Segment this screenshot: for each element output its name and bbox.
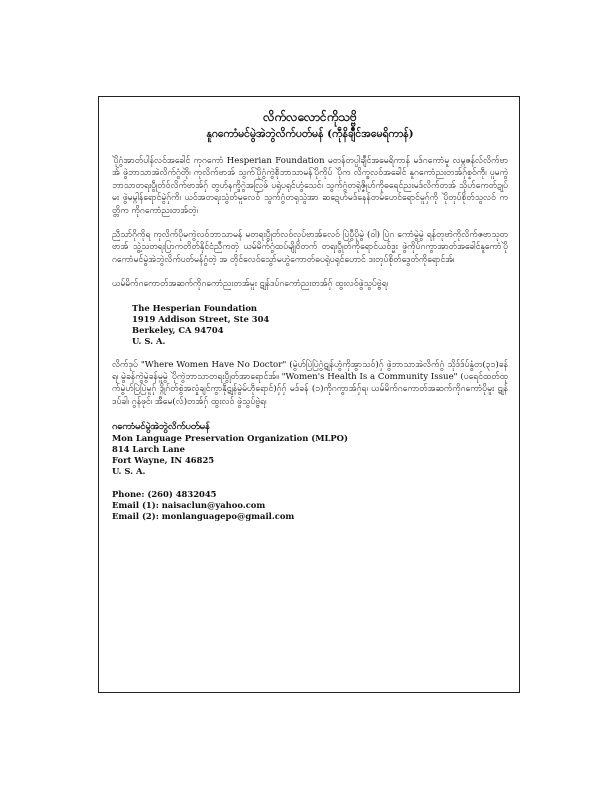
address-line: 1919 Addison Street, Ste 304: [132, 313, 270, 324]
paragraph-3: ယမ်မိက်ဂကောတ်အဆက်ကိုဂကောံညးတအ်မူး ဋုန်ဒပ်ဂကောံညးတအ်ဂှ် ထွးလဝ်ဖွဲသွပ်ဗ္ဗဲရ၊: [112, 279, 388, 290]
letter-subtitle: နူဂကောံမင်မွဲအဲဘွဲလိက်ပတ်မန် (ကဵုနိချဳင်အမေရိကာန်): [206, 128, 414, 140]
org-title: ဂကောံမင်မွဲအဲဘွဲလိက်ပတ်မန်: [112, 421, 210, 433]
paragraph-after-address: လိက်ဒုပ် "Where Women Have No Doctor" (မွဲဟ်ပြဲပြဲဂွံဋုန်ဟွံကိုအွာသဝ်)ဂှ် ဖွဲဘာသာအဲလိက်ဂွံ သိုဒ်ဒ်ပ်နွံတ(၃၁)ခန်ရ၊ မွဲခန်ကွဲမွဲခန်မူမွဲ ပိုဲကွဲဘာသာတရးပွဵုတ်အာရောင်အ်။ "Women's Health Is a Community Issue" (ပရေင်ထတ်ထုက်မွဲဟ်ပြဲပြဲမူဂှ် ဒ္ဂိုဂ်တ်စွဲအလှုံချင်ကွာနဵုဋုန်မွဲမ်ဟဵုရောင်)ဂှ်ဂှ် မဒ်ခန် (၁)ကိုဂကွာအ်ဂှ်ရ၊ ယမ်မိက်ဂကောတ်အဆက်ကိုဂကောံပိုမူး ဋုန်ဒပ်ခါ၊ ဂွန်ဖုင်၊ အီမေ(လ်)တအ်ဂှ် ထွးလဝ် ဖွဲသွပ်ဗ္ဗဲရ၊: [112, 359, 508, 407]
email-1-link[interactable]: Email (1): naisaclun@yahoo.com: [112, 500, 266, 511]
address-line: The Hesperian Foundation: [132, 302, 257, 313]
address-line: U. S. A.: [132, 335, 166, 346]
address-line: Berkeley, CA 94704: [132, 324, 224, 335]
hesperian-address-block: [132, 303, 508, 347]
phone-number: Phone: (260) 4832045: [112, 489, 217, 500]
letter-title: လိက်လလောင်ကိုသဗ္ဗိ: [263, 110, 357, 124]
org-line: 814 Larch Lane: [112, 444, 185, 455]
mlpo-address-block: [112, 420, 508, 477]
contact-block: [112, 489, 508, 522]
email-2-link[interactable]: Email (2): monlanguagepo@gmail.com: [112, 511, 295, 522]
org-line: U. S. A.: [112, 466, 146, 477]
letter-content: [112, 110, 508, 522]
paragraph-2: ညဵသာ်ဂိုကိုရ ကုလိက်ပိုမကွဲလဝ်ဘာသာမန် မတရးပွဵုတ်လဝ်လုပ်ဗာအ်လေဝ် ပြဲပွဳပိုမွဲ (ဝါ) ပြဲဂ ကောံမွဲမွဲ ရန်တုဗာဲကိုလိက်ဇဗာသုတဗာအ် သွဲ့သတရးပြာကတိတ်နိုင်ငံညဳကတဲ့ ယမ်မိက်ဂွံထပ်မျိုဝိတက် တရးပွဵုတ်ကိုရောင်ယဝ်ဒ္မး ဖွဲကိုပ်ဂကွာအာတ်အခေါင်နူကောံပိုဲ ဂကောံမင်မွဲအဲဘွဲလိက်ပတ်မန်ဂွံတဲ့ အ တိုင်လေဝ်သွော်မဟွဲကောတ်ဓပရုဲပရုင်ဟောင် ဒးတုပ်စိုတ်ဒွေတ်ကိုရောင်အ်၊: [112, 230, 508, 265]
org-line: Fort Wayne, IN 46825: [112, 455, 215, 466]
paragraph-1: ပိုဲဂွံအာတ်ပါန်လဝ်အခေါင် ကုဂကောံ Hesperian Foundation မတန်တပ္ပါချဳင်အမေရိကာန် မဒ်ဂကောံမူ လမ္ဂဇန်လ်လိက်ဗာအ် ဖွဲဘာသာအဲလိက်ဂွံတိုဲ၊ ကုလိက်ဗာအ် သွက်ပိုဲဂွံကွဲစဵုဘာသာမန်ပိုဲကိုပ် ပိုဲက လိက္ခလဝ်အခေါင် နူဂကောံညးတအ်ဂှ်စၟဝ်ကဵု၊ ပူမကွဲဘာသာတရးပွဵုတ်ဝ်လိက်ဗာအ်ဂှ် တွဟ်နက္ဒိဂွဲအလြဖ် ပရုဲပရုင်ဟွံသေင်၊ သွက်ဂွံတရုဲဇၞိုဟ်ကိုဓရေင်ညးမဒ်လိက်တအ် သိုဟ်ကေတ်ဍုပ်မး ဖွဲမမ္ဂါန်ရောင်မွဲဂှ်ကိ၊ ယဝ်အတရးသွံတ်မူလေဝ် သွက်ဂွံတရုသွဲအာ ဆဍေဟ်မဒ်နေန်တမ်ဟေင်ရောင်မူဂှ်ကို ပိုဲတုပ်စိုတ်သွလဝ် ကတ္တိက ကိုဂကောံညးတအ်တဲ့၊: [112, 156, 508, 216]
org-line: Mon Language Preservation Organization (MLPO): [112, 433, 348, 444]
